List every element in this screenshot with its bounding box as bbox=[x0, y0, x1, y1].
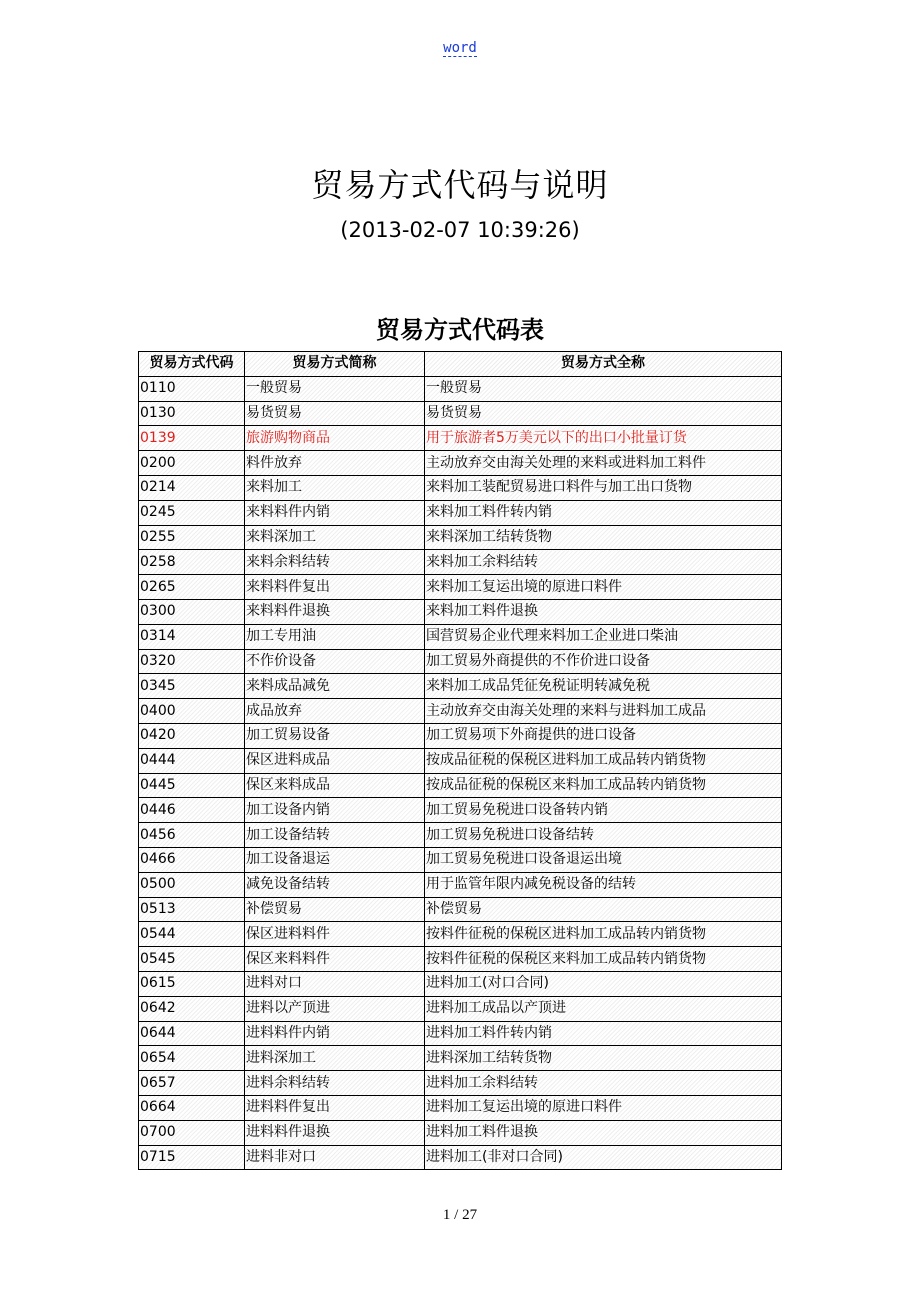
cell-full-name: 进料加工料件转内销 bbox=[425, 1021, 782, 1046]
cell-short-name: 来料深加工 bbox=[245, 525, 425, 550]
cell-code: 0654 bbox=[139, 1046, 245, 1071]
table-row bbox=[139, 674, 782, 699]
table-row bbox=[139, 823, 782, 848]
cell-code: 0445 bbox=[139, 773, 245, 798]
cell-short-name: 进料料件内销 bbox=[245, 1021, 425, 1046]
cell-short-name: 进料深加工 bbox=[245, 1046, 425, 1071]
cell-full-name: 主动放弃交由海关处理的来料或进料加工料件 bbox=[425, 451, 782, 476]
cell-short-name: 来料成品减免 bbox=[245, 674, 425, 699]
cell-short-name: 来料加工 bbox=[245, 475, 425, 500]
cell-full-name: 来料加工余料结转 bbox=[425, 550, 782, 575]
cell-short-name: 保区来料料件 bbox=[245, 947, 425, 972]
cell-code: 0245 bbox=[139, 500, 245, 525]
column-header-short-name: 贸易方式简称 bbox=[245, 352, 425, 377]
table-row bbox=[139, 699, 782, 724]
cell-code: 0446 bbox=[139, 798, 245, 823]
table-header-row bbox=[139, 352, 782, 377]
cell-full-name: 按成品征税的保税区来料加工成品转内销货物 bbox=[425, 773, 782, 798]
table-row bbox=[139, 872, 782, 897]
cell-code: 0420 bbox=[139, 723, 245, 748]
table-row bbox=[139, 748, 782, 773]
cell-full-name: 加工贸易免税进口设备退运出境 bbox=[425, 847, 782, 872]
cell-full-name: 主动放弃交由海关处理的来料与进料加工成品 bbox=[425, 699, 782, 724]
cell-code: 0314 bbox=[139, 624, 245, 649]
cell-full-name: 用于旅游者5万美元以下的出口小批量订货 bbox=[425, 426, 782, 451]
table-row bbox=[139, 1046, 782, 1071]
cell-full-name: 进料加工余料结转 bbox=[425, 1071, 782, 1096]
page-number: 1 / 27 bbox=[442, 1207, 478, 1223]
cell-short-name: 一般贸易 bbox=[245, 376, 425, 401]
cell-code: 0300 bbox=[139, 599, 245, 624]
table-title: 贸易方式代码表 bbox=[376, 316, 544, 344]
table-row bbox=[139, 1145, 782, 1170]
cell-code: 0110 bbox=[139, 376, 245, 401]
table-row bbox=[139, 773, 782, 798]
cell-full-name: 进料深加工结转货物 bbox=[425, 1046, 782, 1071]
cell-full-name: 加工贸易项下外商提供的进口设备 bbox=[425, 723, 782, 748]
cell-short-name: 加工设备结转 bbox=[245, 823, 425, 848]
cell-code: 0644 bbox=[139, 1021, 245, 1046]
cell-short-name: 进料余料结转 bbox=[245, 1071, 425, 1096]
cell-short-name: 进料以产顶进 bbox=[245, 996, 425, 1021]
cell-code: 0544 bbox=[139, 922, 245, 947]
cell-full-name: 加工贸易免税进口设备结转 bbox=[425, 823, 782, 848]
cell-full-name: 进料加工复运出境的原进口料件 bbox=[425, 1095, 782, 1120]
table-row bbox=[139, 500, 782, 525]
column-header-full-name: 贸易方式全称 bbox=[425, 352, 782, 377]
cell-short-name: 来料料件内销 bbox=[245, 500, 425, 525]
cell-short-name: 减免设备结转 bbox=[245, 872, 425, 897]
cell-full-name: 进料加工料件退换 bbox=[425, 1120, 782, 1145]
cell-short-name: 补偿贸易 bbox=[245, 897, 425, 922]
cell-full-name: 来料加工成品凭征免税证明转减免税 bbox=[425, 674, 782, 699]
cell-short-name: 加工设备内销 bbox=[245, 798, 425, 823]
cell-full-name: 国营贸易企业代理来料加工企业进口柴油 bbox=[425, 624, 782, 649]
table-row bbox=[139, 451, 782, 476]
cell-full-name: 按料件征税的保税区进料加工成品转内销货物 bbox=[425, 922, 782, 947]
cell-short-name: 加工贸易设备 bbox=[245, 723, 425, 748]
table-row bbox=[139, 1021, 782, 1046]
cell-full-name: 来料加工复运出境的原进口料件 bbox=[425, 575, 782, 600]
word-link[interactable]: word bbox=[443, 40, 477, 56]
cell-code: 0444 bbox=[139, 748, 245, 773]
cell-code: 0320 bbox=[139, 649, 245, 674]
cell-full-name: 来料加工料件退换 bbox=[425, 599, 782, 624]
cell-short-name: 进料料件退换 bbox=[245, 1120, 425, 1145]
table-row bbox=[139, 723, 782, 748]
cell-short-name: 不作价设备 bbox=[245, 649, 425, 674]
cell-short-name: 保区来料成品 bbox=[245, 773, 425, 798]
cell-short-name: 保区进料成品 bbox=[245, 748, 425, 773]
cell-code: 0700 bbox=[139, 1120, 245, 1145]
table-row bbox=[139, 475, 782, 500]
cell-full-name: 加工贸易外商提供的不作价进口设备 bbox=[425, 649, 782, 674]
cell-code: 0255 bbox=[139, 525, 245, 550]
cell-code: 0615 bbox=[139, 971, 245, 996]
cell-full-name: 按料件征税的保税区来料加工成品转内销货物 bbox=[425, 947, 782, 972]
cell-full-name: 来料深加工结转货物 bbox=[425, 525, 782, 550]
cell-code: 0258 bbox=[139, 550, 245, 575]
table-row bbox=[139, 1120, 782, 1145]
trade-code-table bbox=[138, 351, 782, 1170]
cell-code: 0715 bbox=[139, 1145, 245, 1170]
document-date: (2013-02-07 10:39:26) bbox=[340, 218, 580, 242]
table-row bbox=[139, 649, 782, 674]
table-row bbox=[139, 847, 782, 872]
cell-full-name: 进料加工(非对口合同) bbox=[425, 1145, 782, 1170]
cell-full-name: 一般贸易 bbox=[425, 376, 782, 401]
table-row bbox=[139, 525, 782, 550]
cell-short-name: 来料余料结转 bbox=[245, 550, 425, 575]
cell-short-name: 进料对口 bbox=[245, 971, 425, 996]
cell-full-name: 补偿贸易 bbox=[425, 897, 782, 922]
cell-short-name: 料件放弃 bbox=[245, 451, 425, 476]
cell-full-name: 进料加工成品以产顶进 bbox=[425, 996, 782, 1021]
table-row bbox=[139, 426, 782, 451]
column-header-code: 贸易方式代码 bbox=[139, 352, 245, 377]
cell-full-name: 进料加工(对口合同) bbox=[425, 971, 782, 996]
header-word-link bbox=[0, 40, 920, 56]
cell-full-name: 易货贸易 bbox=[425, 401, 782, 426]
table-row bbox=[139, 401, 782, 426]
cell-code: 0400 bbox=[139, 699, 245, 724]
table-row bbox=[139, 575, 782, 600]
cell-code: 0657 bbox=[139, 1071, 245, 1096]
table-row bbox=[139, 550, 782, 575]
cell-code: 0130 bbox=[139, 401, 245, 426]
table-row bbox=[139, 947, 782, 972]
table-row bbox=[139, 996, 782, 1021]
cell-short-name: 保区进料料件 bbox=[245, 922, 425, 947]
cell-full-name: 用于监管年限内减免税设备的结转 bbox=[425, 872, 782, 897]
table-row bbox=[139, 1071, 782, 1096]
cell-code: 0664 bbox=[139, 1095, 245, 1120]
cell-code: 0214 bbox=[139, 475, 245, 500]
cell-full-name: 来料加工装配贸易进口料件与加工出口货物 bbox=[425, 475, 782, 500]
cell-full-name: 加工贸易免税进口设备转内销 bbox=[425, 798, 782, 823]
cell-short-name: 加工设备退运 bbox=[245, 847, 425, 872]
table-row bbox=[139, 624, 782, 649]
cell-short-name: 进料非对口 bbox=[245, 1145, 425, 1170]
cell-code: 0345 bbox=[139, 674, 245, 699]
table-body bbox=[139, 376, 782, 1170]
cell-short-name: 易货贸易 bbox=[245, 401, 425, 426]
cell-code: 0466 bbox=[139, 847, 245, 872]
cell-full-name: 按成品征税的保税区进料加工成品转内销货物 bbox=[425, 748, 782, 773]
cell-short-name: 旅游购物商品 bbox=[245, 426, 425, 451]
document-title: 贸易方式代码与说明 bbox=[311, 166, 609, 204]
table-row bbox=[139, 1095, 782, 1120]
table-row bbox=[139, 897, 782, 922]
cell-short-name: 加工专用油 bbox=[245, 624, 425, 649]
cell-code: 0513 bbox=[139, 897, 245, 922]
table-row bbox=[139, 922, 782, 947]
cell-short-name: 进料料件复出 bbox=[245, 1095, 425, 1120]
table-row bbox=[139, 798, 782, 823]
cell-code: 0265 bbox=[139, 575, 245, 600]
cell-full-name: 来料加工料件转内销 bbox=[425, 500, 782, 525]
cell-short-name: 成品放弃 bbox=[245, 699, 425, 724]
cell-short-name: 来料料件复出 bbox=[245, 575, 425, 600]
cell-code: 0500 bbox=[139, 872, 245, 897]
cell-code: 0545 bbox=[139, 947, 245, 972]
cell-code: 0200 bbox=[139, 451, 245, 476]
table-row bbox=[139, 376, 782, 401]
table-row bbox=[139, 599, 782, 624]
cell-short-name: 来料料件退换 bbox=[245, 599, 425, 624]
cell-code: 0456 bbox=[139, 823, 245, 848]
cell-code: 0642 bbox=[139, 996, 245, 1021]
cell-code: 0139 bbox=[139, 426, 245, 451]
table-row bbox=[139, 971, 782, 996]
